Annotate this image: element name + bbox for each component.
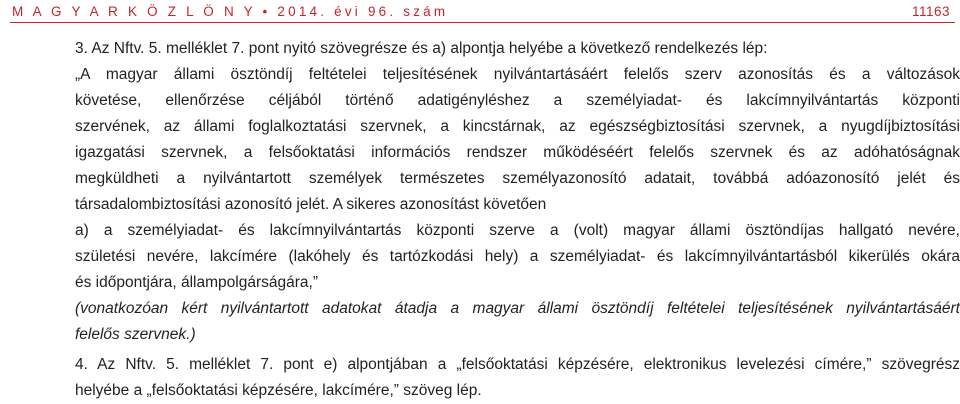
amendment-text-line: követése, ellenőrzése céljából történő adatigényléshez a személyiadat- és lakcímnyilvántartás központi [75,92,960,109]
item-4-line: helyébe a „felsőoktatási képzésére, lakcímére,” szöveg lép. [75,382,482,399]
page-number: 11163 [911,3,950,19]
subpoint-a-line: a) a személyiadat- és lakcímnyilvántartás központi szerve a (volt) magyar állami ösztöndíjas hallgató nevére, [75,222,960,239]
document-body [75,36,960,404]
amendment-text-line: társadalombiztosítási azonosító jelét. A sikeres azonosítást követően [75,196,547,213]
amendment-text-line: megküldheti a nyilvántartott személyek természetes személyazonosító adatait, továbbá adóazonosító jelét és [75,170,960,187]
item-4-line: 4. Az Nftv. 5. melléklet 7. pont e) alpontjában a „felsőoktatási képzésére, elektronikus levelezési címére,” szövegrész [75,356,960,373]
subpoint-a-line: születési nevére, lakcímére (lakóhely és tartózkodási hely) a személyiadat- és lakcímnyilvántartásból kikerülés okára [75,248,960,265]
amendment-text-line: igazgatási szervnek, a felsőoktatási információs rendszer működéséért felelős szervnek és az adóhatóságnak [75,144,960,161]
italic-note-line: (vonatkozóan kért nyilvántartott adatokat átadja a magyar állami ösztöndíj feltételei teljesítésének nyilvántartásáért [75,300,960,317]
amendment-text-line: „A magyar állami ösztöndíj feltételei teljesítésének nyilvántartásáért felelős szerv azonosítás és a változások [75,66,960,83]
publication-title: M A G Y A R K Ö Z L Ö N Y • 2014. évi 96. szám [12,3,449,19]
subpoint-a-line: és időpontjára, állampolgárságára,” [75,274,318,291]
page-header [0,0,960,22]
amendment-text-line: szervének, az állami foglalkoztatási szervnek, a kincstárnak, az egészségbiztosítási szervnek, a nyugdíjbiztosítási [75,118,960,135]
italic-note-line: felelős szervnek.) [75,326,196,343]
item-3-heading: 3. Az Nftv. 5. melléklet 7. pont nyitó szövegrésze és a) alpontja helyébe a következő rendelkezés lép: [75,40,768,57]
header-divider [10,22,955,23]
